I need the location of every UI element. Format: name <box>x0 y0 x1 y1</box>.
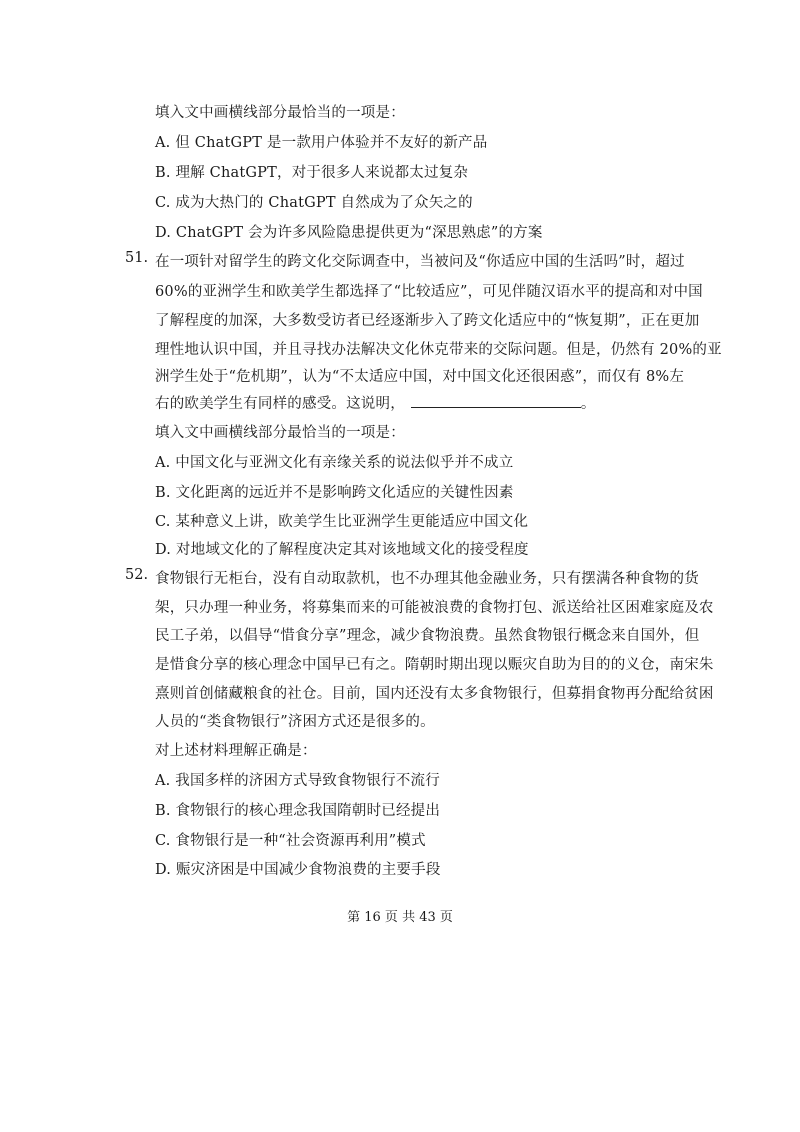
q50-option-c: C. 成为大热门的 ChatGPT 自然成为了众矢之的 <box>155 195 473 211</box>
q51-text-line-6 <box>155 392 596 413</box>
q51-option-a: A. 中国文化与亚洲文化有亲缘关系的说法似乎并不成立 <box>155 455 514 471</box>
q51-text-line-3: 了解程度的加深，大多数受访者已经逐渐步入了跨文化适应中的“恢复期”，正在更加 <box>155 313 700 329</box>
q51-option-b: B. 文化距离的远近并不是影响跨文化适应的关键性因素 <box>155 485 514 501</box>
q52-text-line-1: 食物银行无柜台，没有自动取款机，也不办理其他金融业务，只有摆满各种食物的货 <box>155 571 699 587</box>
q51-end-mark: 。 <box>580 396 596 412</box>
q50-option-d: D. ChatGPT 会为许多风险隐患提供更为“深思熟虑”的方案 <box>155 225 543 241</box>
q51-text-line-5: 洲学生处于“危机期”，认为“不太适应中国，对中国文化还很困惑”，而仅有 8%左 <box>155 369 685 385</box>
q51-text-line-4: 理性地认识中国，并且寻找办法解决文化休克带来的交际问题。但是，仍然有 20%的亚 <box>155 342 722 358</box>
q52-text-line-5: 熹则首创储藏粮食的社仓。目前，国内还没有太多食物银行，但募捐食物再分配给贫困 <box>155 686 714 702</box>
q52-option-c: C. 食物银行是一种“社会资源再利用”模式 <box>155 833 426 849</box>
q51-text-line-6-content: 右的欧美学生有同样的感受。这说明， <box>155 396 405 412</box>
q51-text-line-2: 60%的亚洲学生和欧美学生都选择了“比较适应”，可见伴随汉语水平的提高和对中国 <box>155 284 703 300</box>
q52-option-d: D. 赈灾济困是中国减少食物浪费的主要手段 <box>155 862 441 878</box>
page-footer: 第 16 页 共 43 页 <box>347 910 453 925</box>
q52-option-b: B. 食物银行的核心理念我国隋朝时已经提出 <box>155 803 441 819</box>
q51-text-line-1: 在一项针对留学生的跨文化交际调查中，当被问及“你适应中国的生活吗”时，超过 <box>155 254 685 270</box>
answer-blank <box>411 395 581 408</box>
q51-option-d: D. 对地域文化的了解程度决定其对该地域文化的接受程度 <box>155 542 529 558</box>
q52-text-line-6: 人员的“类食物银行”济困方式还是很多的。 <box>155 714 435 730</box>
q50-prompt: 填入文中画横线部分最恰当的一项是： <box>155 105 405 121</box>
q52-text-line-2: 架，只办理一种业务，将募集而来的可能被浪费的食物打包、派送给社区困难家庭及农 <box>155 600 714 616</box>
q52-number: 52. <box>125 567 149 583</box>
q51-option-c: C. 某种意义上讲，欧美学生比亚洲学生更能适应中国文化 <box>155 514 529 530</box>
q52-text-line-3: 民工子弟，以倡导“惜食分享”理念，减少食物浪费。虽然食物银行概念来自国外，但 <box>155 628 700 644</box>
q51-prompt: 填入文中画横线部分最恰当的一项是： <box>155 425 405 441</box>
q52-text-line-4: 是惜食分享的核心理念中国早已有之。隋朝时期出现以赈灾自助为目的的义仓，南宋朱 <box>155 657 714 673</box>
q52-prompt: 对上述材料理解正确是： <box>155 743 317 759</box>
q50-option-b: B. 理解 ChatGPT，对于很多人来说都太过复杂 <box>155 165 469 181</box>
q51-number: 51. <box>125 250 149 266</box>
q50-option-a: A. 但 ChatGPT 是一款用户体验并不友好的新产品 <box>155 135 488 151</box>
q52-option-a: A. 我国多样的济困方式导致食物银行不流行 <box>155 773 440 789</box>
